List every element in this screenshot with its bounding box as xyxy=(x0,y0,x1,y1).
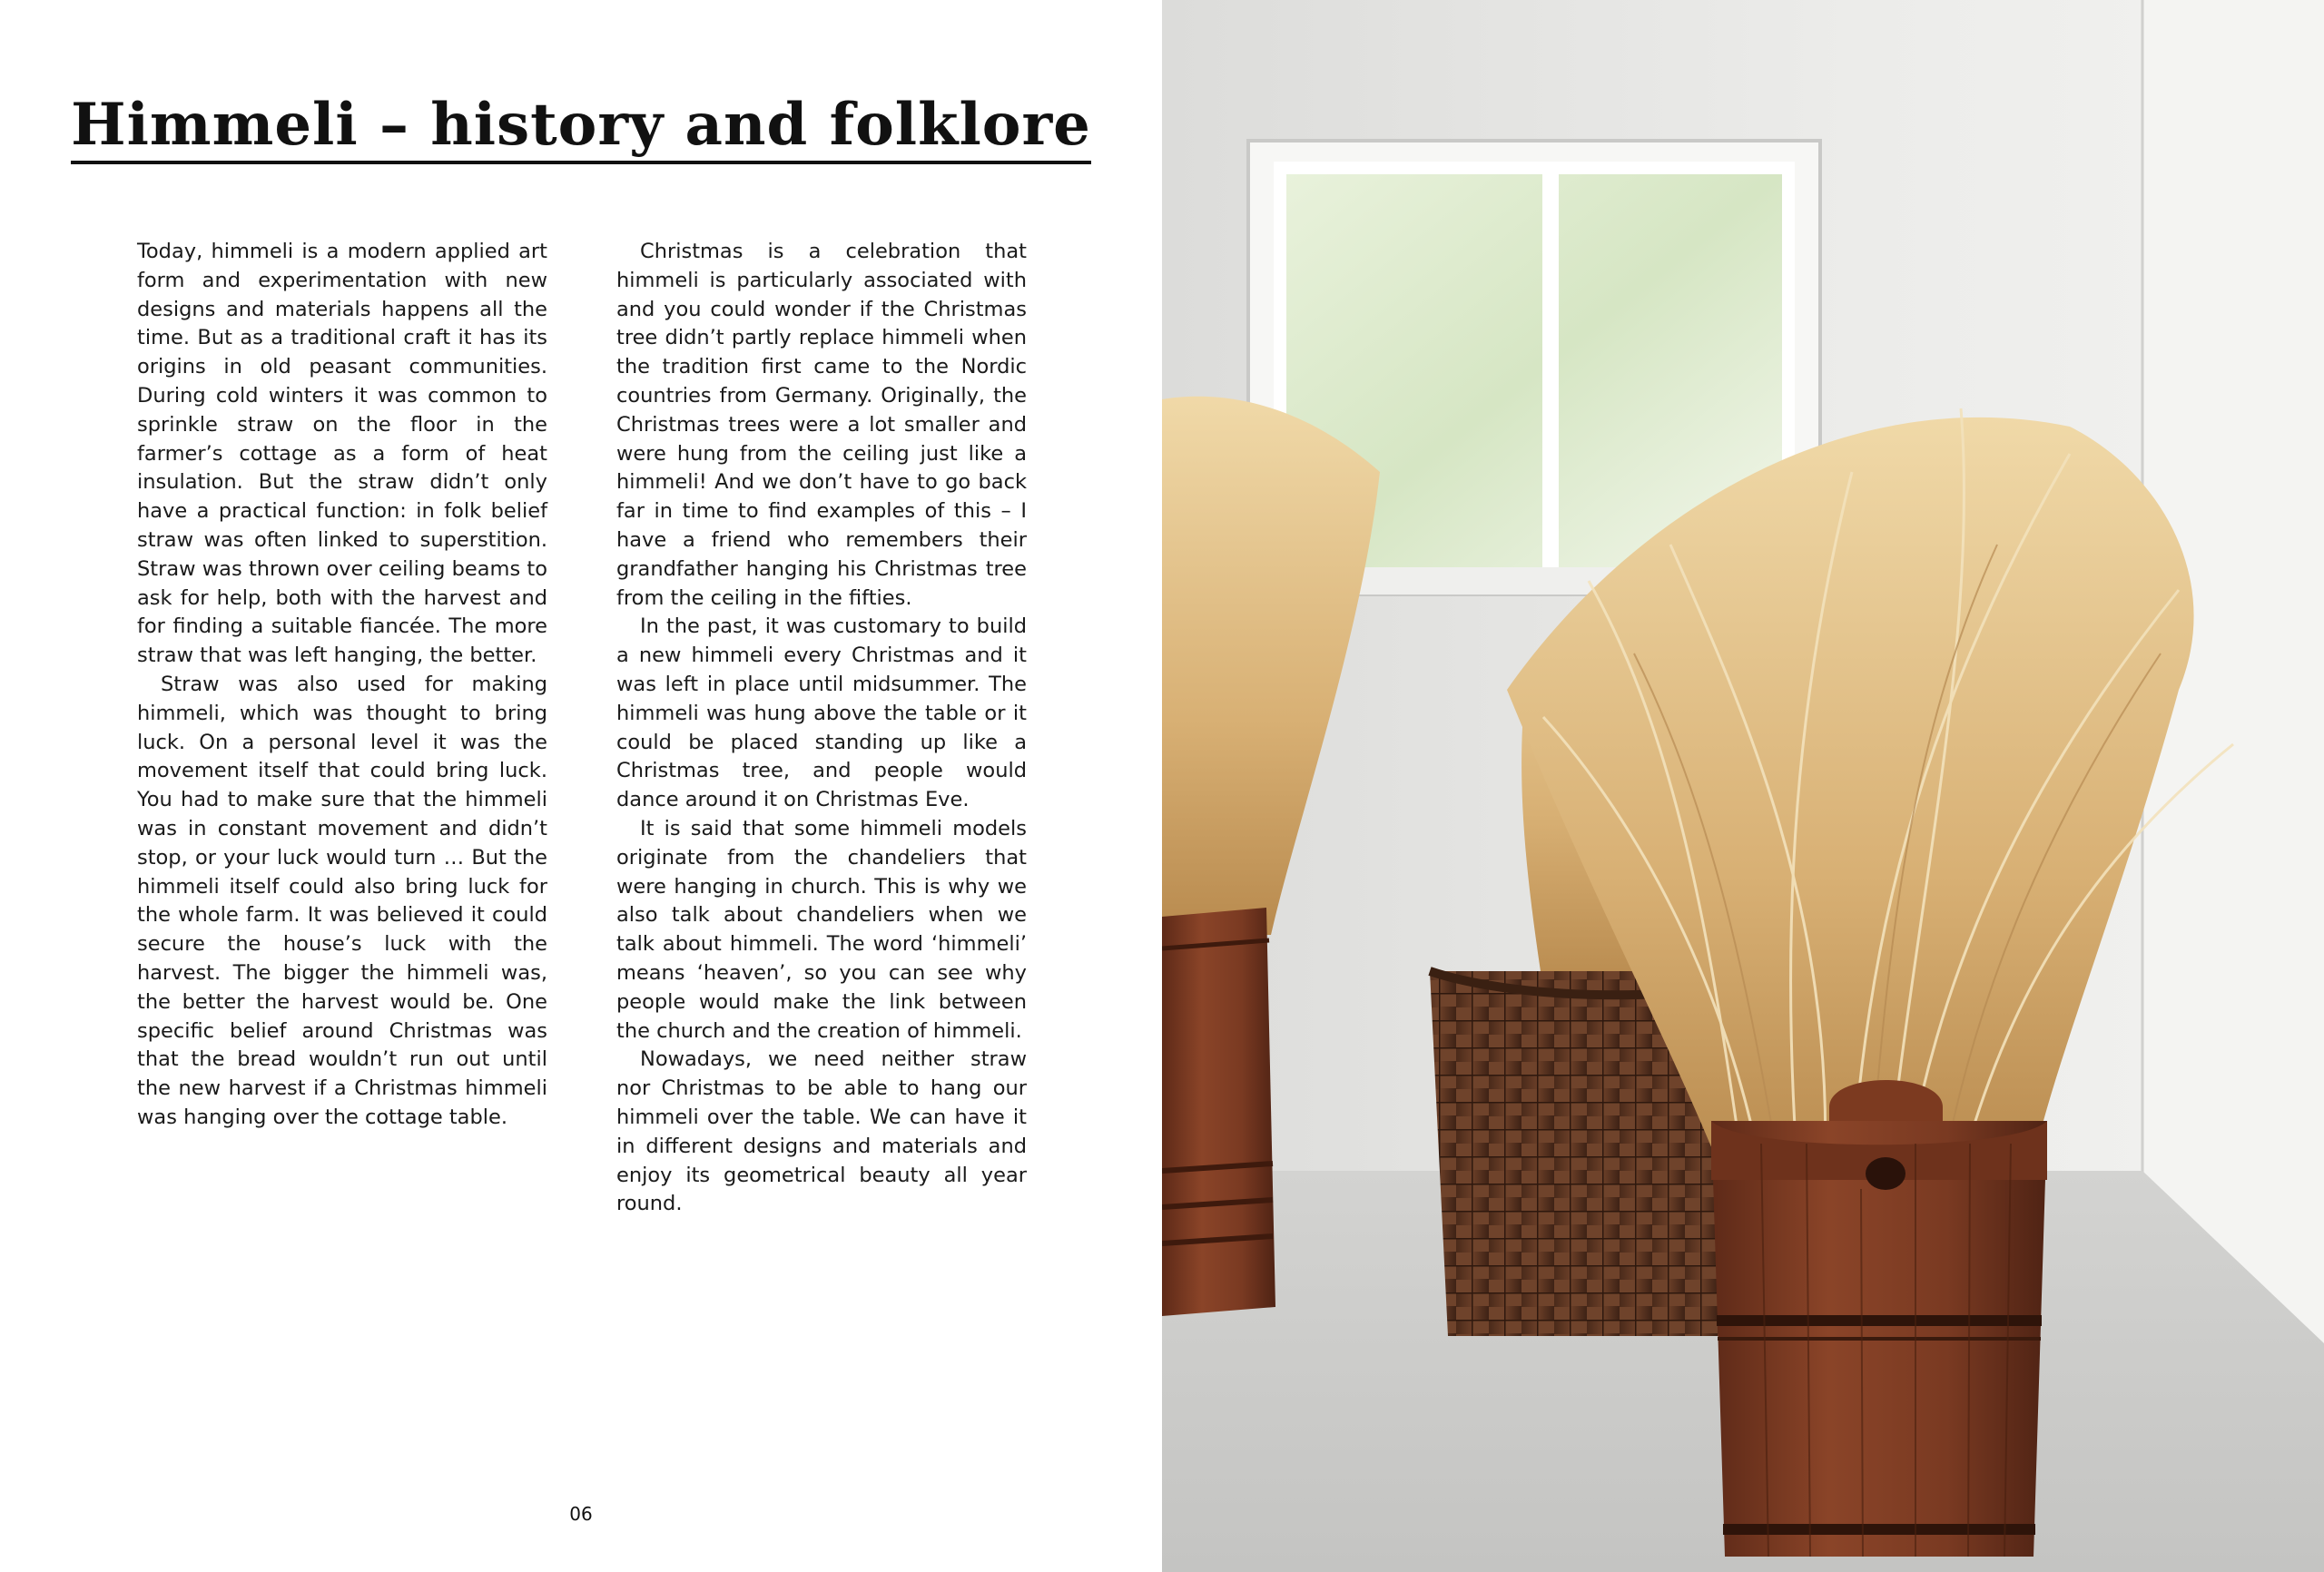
paragraph: Straw was also used for making himmeli, which was thought to bring luck. On a personal level it was the movement itself that could bring luck. You had to make sure that the himmeli was in constant movement and didn’t stop, or your luck would turn … But the himmeli itself could also bring luck for the whole farm. It was believed it could secure the house’s luck with the harvest. The bigger the himmeli was, the better the harvest would be. One specific belief around Christmas was that the bread wouldn’t run out until the new harvest if a Christmas himmeli was hanging over the cottage table. xyxy=(137,672,547,1129)
straw-baskets-photo xyxy=(1162,0,2324,1572)
right-text-column xyxy=(616,238,1027,1219)
page-number: 06 xyxy=(569,1503,593,1525)
paragraph: Christmas is a celebration that himmeli is particularly associated with and you could wonder if the Christmas tree didn’t partly replace himmeli when the tradition first came to the Nordic countries from Germany. Originally, the Christmas trees were a lot smaller and were hung from the ceiling just like a himmeli! And we don’t have to go back far in time to find examples of this – I have a friend who remembers their grandfather hanging his Christmas tree from the ceiling in the fifties. xyxy=(616,240,1027,610)
title-text: Himmeli – history and folklore xyxy=(71,91,1091,164)
paragraph: Today, himmeli is a modern applied art form and experimentation with new designs and materials happens all the time. But as a traditional craft it has its origins in old peasant communities. During cold winters it was common to sprinkle straw on the floor in the farmer’s cottage as a form of heat insulation. But the straw didn’t only have a practical function: in folk belief straw was often linked to superstition. Straw was thrown over ceiling beams to ask for help, both with the harvest and for finding a suitable fiancée. The more straw that was left hanging, the better. xyxy=(137,240,547,668)
paragraph: Nowadays, we need neither straw nor Christmas to be able to hang our himmeli over the table. We can have it in different designs and materials and enjoy its geometrical beauty all year round. xyxy=(616,1047,1027,1216)
paragraph: It is said that some himmeli models originate from the chandeliers that were hanging in church. This is why we also talk about chandeliers when we talk about himmeli. The word ‘himmeli’ means ‘heaven’, so you can see why people would make the link between the church and the creation of himmeli. xyxy=(616,816,1027,1043)
wooden-bucket xyxy=(1711,1080,2047,1557)
paragraph: In the past, it was customary to build a new himmeli every Christmas and it was left in place until midsummer. The himmeli was hung above the table or it could be placed standing up like a Christmas tree, and people would dance around it on Christmas Eve. xyxy=(616,614,1027,812)
page-title xyxy=(0,91,1162,159)
left-text-column xyxy=(137,238,547,1133)
photo-illustration xyxy=(1162,0,2324,1572)
